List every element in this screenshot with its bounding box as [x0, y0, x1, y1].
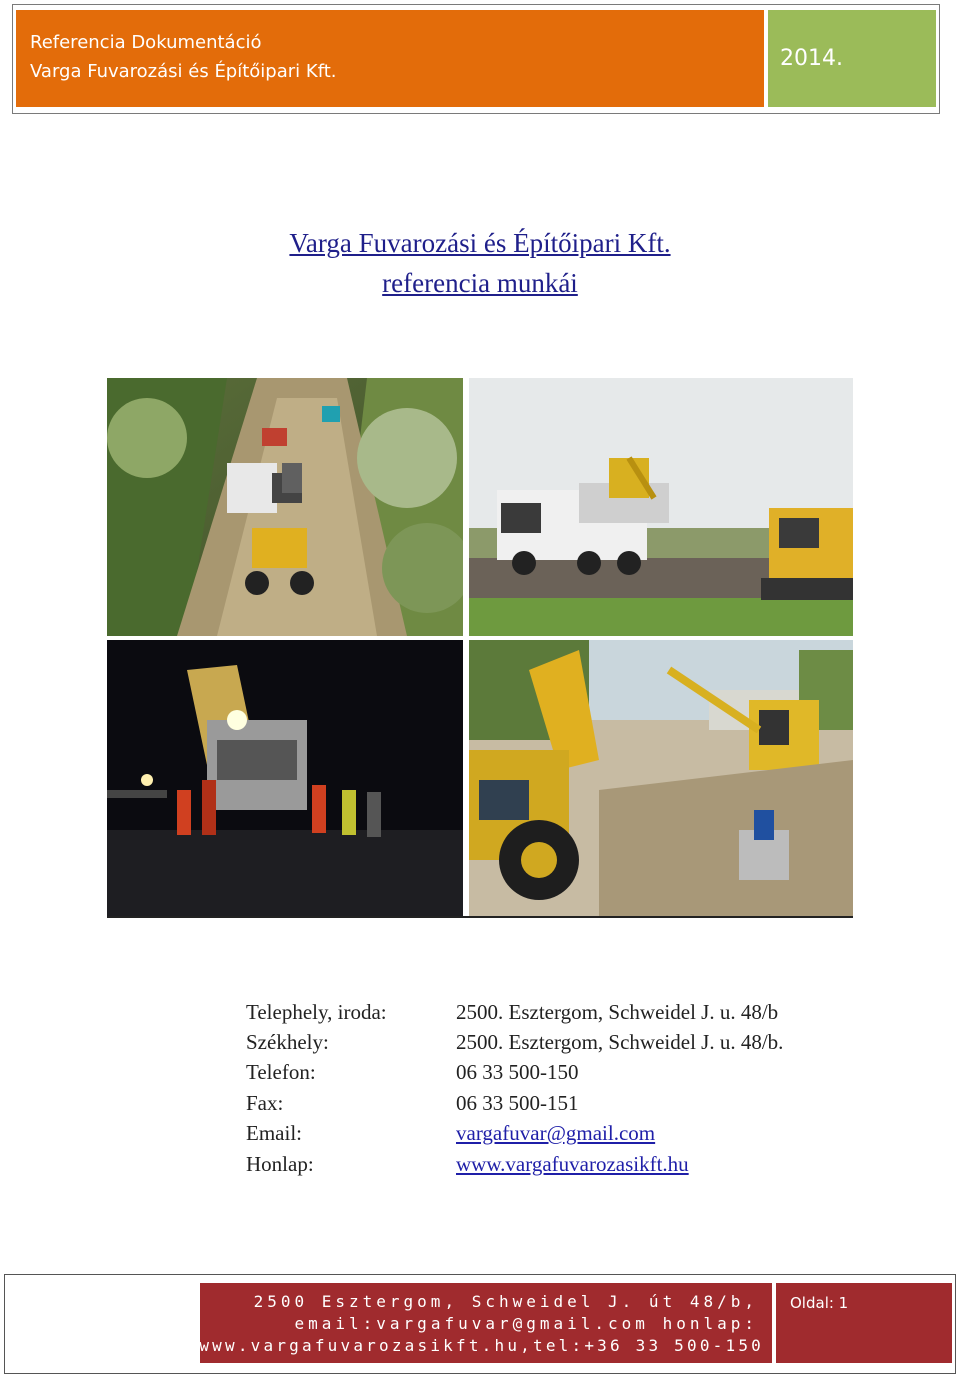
contact-value-fax: 06 33 500-151: [456, 1091, 579, 1115]
contact-label-phone: Telefon:: [246, 1060, 316, 1084]
photo-excavators-trench: [469, 640, 853, 916]
contact-label-website: Honlap:: [246, 1152, 314, 1176]
header-year: 2014.: [780, 46, 843, 71]
footer-page-number: Oldal: 1: [790, 1294, 849, 1312]
footer-email-line: email:vargafuvar@gmail.com honlap:: [294, 1314, 758, 1333]
website-link[interactable]: www.vargafuvarozasikft.hu: [456, 1152, 689, 1176]
header-orange-block: [16, 10, 764, 107]
header-document-type: Referencia Dokumentáció: [30, 32, 262, 53]
title-line-2: referencia munkái: [382, 268, 578, 298]
header-company-name: Varga Fuvarozási és Építőipari Kft.: [30, 61, 337, 82]
footer-address-line: 2500 Esztergom, Schweidel J. út 48/b,: [253, 1292, 758, 1311]
document-subtitle: [0, 268, 960, 299]
contact-label-email: Email:: [246, 1121, 302, 1145]
title-line-1: Varga Fuvarozási és Építőipari Kft.: [289, 228, 671, 258]
photo-truck-bulldozer-railway: [469, 378, 853, 636]
contact-value-seat: 2500. Esztergom, Schweidel J. u. 48/b.: [456, 1030, 784, 1054]
document-title: [0, 228, 960, 259]
contact-label-site: Telephely, iroda:: [246, 1000, 387, 1024]
photo-night-paving: [107, 640, 463, 916]
collage-bottom-rule: [107, 916, 853, 918]
contact-label-seat: Székhely:: [246, 1030, 329, 1054]
footer-web-line: www.vargafuvarozasikft.hu,tel:+36 33 500-150: [199, 1336, 764, 1355]
email-link[interactable]: vargafuvar@gmail.com: [456, 1121, 656, 1145]
contact-value-site: 2500. Esztergom, Schweidel J. u. 48/b: [456, 1000, 779, 1024]
contact-value-phone: 06 33 500-150: [456, 1060, 579, 1084]
photo-forest-excavation: [107, 378, 463, 636]
photo-collage: [107, 378, 853, 918]
contact-label-fax: Fax:: [246, 1091, 284, 1115]
